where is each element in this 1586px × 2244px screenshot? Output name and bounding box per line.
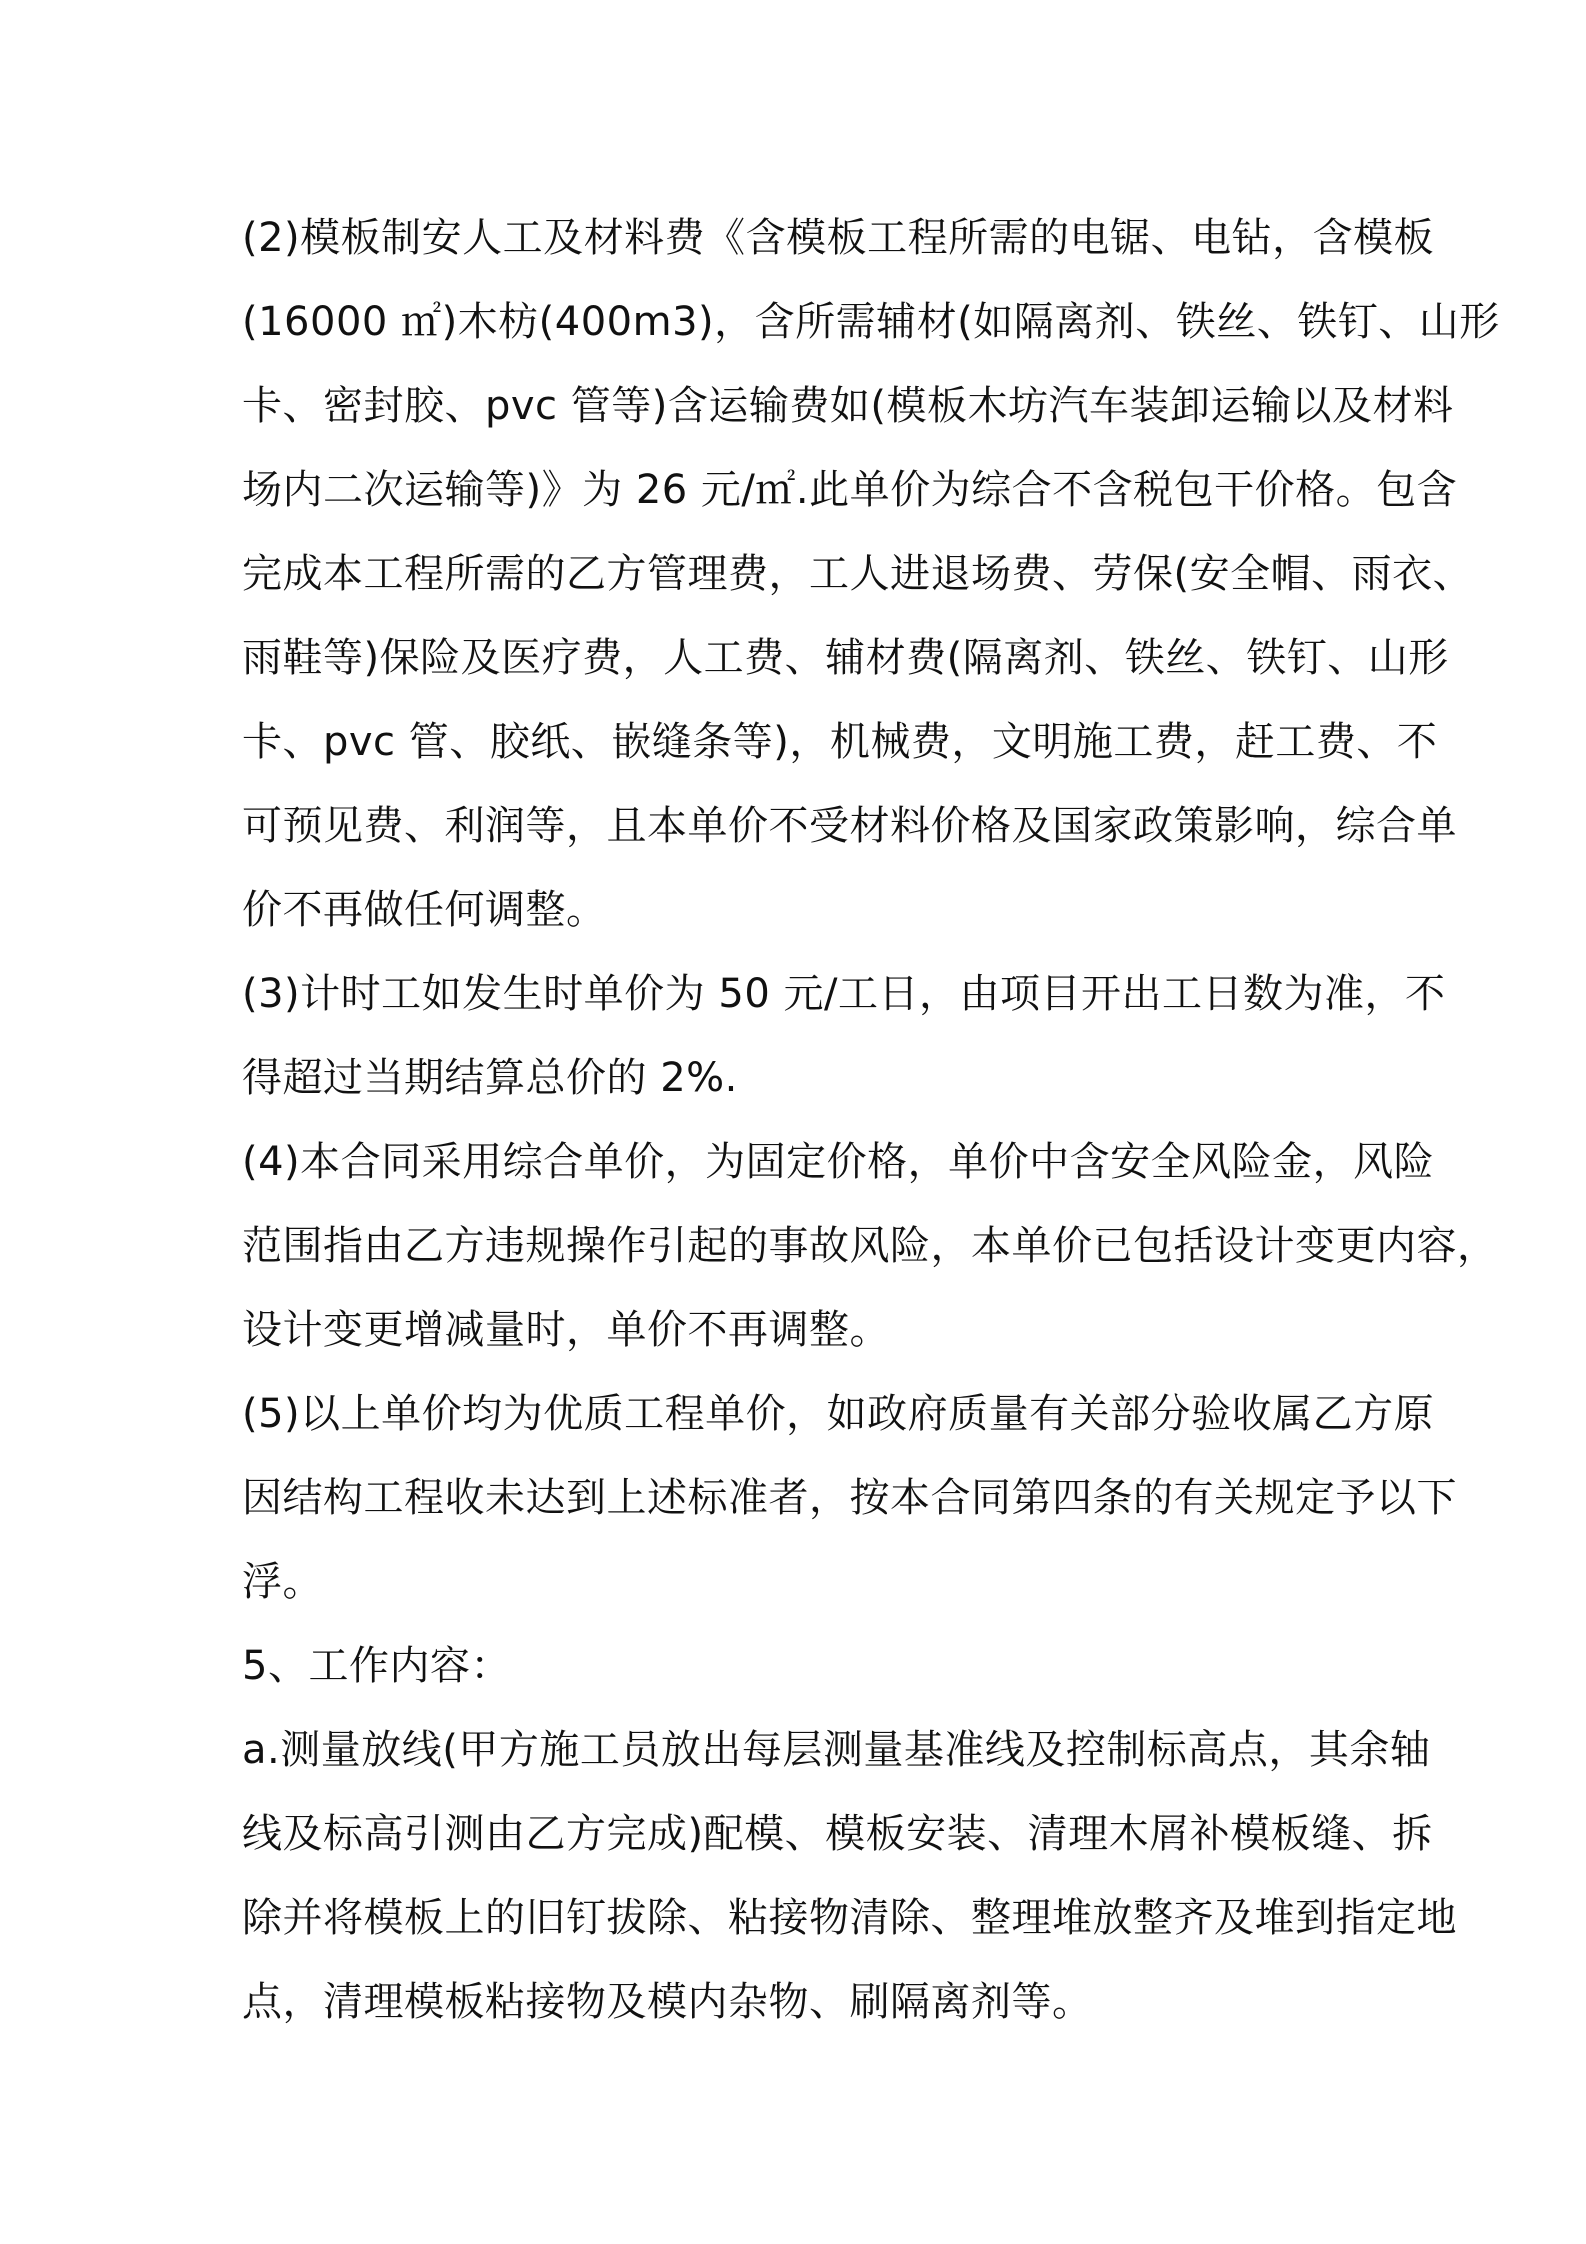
text-line: 点，清理模板粘接物及模内杂物、刷隔离剂等。 [242, 1979, 1093, 2025]
text-line: (5)以上单价均为优质工程单价，如政府质量有关部分验收属乙方原 [242, 1391, 1435, 1437]
text-line: 设计变更增减量时，单价不再调整。 [242, 1307, 890, 1353]
text-line: 除并将模板上的旧钉拔除、粘接物清除、整理堆放整齐及堆到指定地 [242, 1895, 1457, 1941]
text-line: 浮。 [242, 1559, 323, 1605]
text-line: 可预见费、利润等，且本单价不受材料价格及国家政策影响，综合单 [242, 803, 1457, 849]
text-line: 场内二次运输等)》为 26 元/㎡.此单价为综合不含税包干价格。包含 [242, 467, 1458, 513]
document-page [242, 196, 1500, 2044]
text-line: 得超过当期结算总价的 2%. [242, 1055, 738, 1101]
text-line: 范围指由乙方违规操作引起的事故风险，本单价已包括设计变更内容， [242, 1223, 1498, 1269]
text-line: 雨鞋等)保险及医疗费，人工费、辅材费(隔离剂、铁丝、铁钉、山形 [242, 635, 1449, 681]
text-line: (16000 ㎡)木枋(400m3)，含所需辅材(如隔离剂、铁丝、铁钉、山形 [242, 299, 1500, 345]
text-line: 因结构工程收未达到上述标准者，按本合同第四条的有关规定予以下 [242, 1475, 1457, 1521]
text-line: 线及标高引测由乙方完成)配模、模板安装、清理木屑补模板缝、拆 [242, 1811, 1433, 1857]
text-line: 完成本工程所需的乙方管理费，工人进退场费、劳保(安全帽、雨衣、 [242, 551, 1474, 597]
text-line: 卡、pvc 管、胶纸、嵌缝条等)，机械费，文明施工费，赶工费、不 [242, 719, 1438, 765]
text-line: (4)本合同采用综合单价，为固定价格，单价中含安全风险金，风险 [242, 1139, 1435, 1185]
text-line: (3)计时工如发生时单价为 50 元/工日，由项目开出工日数为准，不 [242, 971, 1446, 1017]
text-line: a.测量放线(甲方施工员放出每层测量基准线及控制标高点，其余轴 [242, 1727, 1431, 1773]
text-line: 价不再做任何调整。 [242, 887, 607, 933]
text-line: 5、工作内容： [242, 1643, 511, 1689]
text-line: (2)模板制安人工及材料费《含模板工程所需的电锯、电钻，含模板 [242, 215, 1435, 261]
text-line: 卡、密封胶、pvc 管等)含运输费如(模板木坊汽车装卸运输以及材料 [242, 383, 1454, 429]
